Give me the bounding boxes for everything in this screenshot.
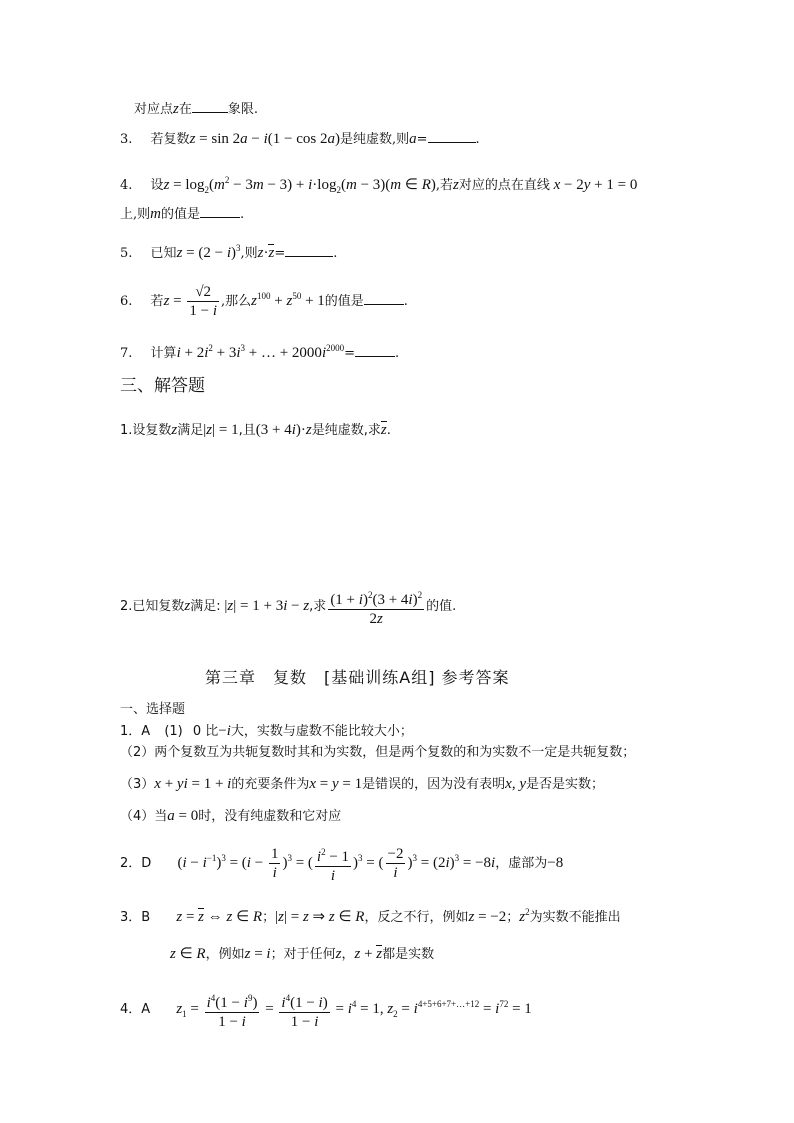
question-number: 3. [120, 132, 133, 147]
q6-text-mid: ,那么 [221, 294, 252, 309]
answer-blank[interactable] [364, 290, 404, 305]
question-number: 7. [120, 346, 133, 361]
q2-text-mid: 在 [178, 102, 192, 117]
q3-text: 若复数 [150, 132, 190, 147]
answer-number: 4．A [120, 1002, 151, 1017]
answer-1-item4: （4）当a = 0时，没有纯虚数和它对应 [120, 808, 342, 824]
p1-formula: |z| = 1 [203, 422, 239, 438]
answer-1: 1．A (1) 0 比−i大，实数与虚数不能比较大小； [120, 723, 413, 739]
a1-text: 0 比 [192, 724, 219, 739]
a3-line2-text-b: ；对于任何 [270, 947, 336, 962]
q6-formula2: $z^{100} + z^{50} + 1$ [251, 291, 325, 309]
q4-text-mid: ,若 [435, 178, 453, 193]
q4-text-line2: 上,则 [120, 207, 151, 222]
q5-text-mid: ,则 [240, 246, 258, 261]
q7-text: 计算 [150, 346, 177, 361]
p1-text-mid: 满足 [177, 423, 204, 438]
a1-item3-text-b: 是错误的，因为没有表明 [362, 777, 506, 792]
problem-number: 1. [120, 423, 133, 438]
p2-text-post: 的值. [426, 599, 457, 614]
solve-problem-1: 1.设复数z满足|z| = 1,且(3 + 4i)·z是纯虚数,求z. [120, 422, 391, 438]
answers-title: 第三章 复数 [基础训练A组] 参考答案 [205, 668, 510, 687]
answer-blank[interactable] [285, 242, 333, 257]
a3-sep: ； [262, 910, 276, 925]
a3-text: ，反之不行，例如 [364, 910, 469, 925]
question-6: 6. 若z = $\frac{√2}{1 - i}$ ,那么$z^{100} + z^{50} + 1$的值是 . [120, 284, 408, 320]
a1-text-b: 大，实数与虚数不能比较大小； [230, 724, 413, 739]
answer-number: 2．D [120, 856, 152, 871]
a1-label: (1) [164, 724, 183, 739]
answer-blank[interactable] [355, 342, 395, 357]
a2-formula: $(i - i^{-1})^3 = (i$ − $\frac{1}{i}$ )$^3$ = ( $\frac{i^2 - 1}{i}$ )$^3$ = ( $\frac{-2}{i}$ )$^3 = (2i)^3 = -8i$ [177, 855, 495, 871]
a3-line2-text-d: 都是实数 [382, 947, 435, 962]
solve-problem-2 [120, 584, 456, 629]
q4-text-line2-post: 的值是 [160, 207, 200, 222]
p2-text: 已知复数 [132, 599, 185, 614]
q5-formula: $z = (2 - i)^3$ [176, 243, 241, 261]
p1-text: 设复数 [132, 423, 172, 438]
question-number: 6. [120, 294, 133, 309]
q2-text: 对应点 [134, 102, 174, 117]
q5-eq: = [274, 246, 286, 261]
question-4-line2: 上,则m的值是 . [120, 203, 244, 225]
q4-text: 设 [150, 178, 164, 193]
a3-text-post: 为实数不能推出 [529, 910, 621, 925]
q5-text: 已知 [150, 246, 177, 261]
answer-4 [120, 982, 532, 1036]
q2-tail [134, 98, 258, 120]
answer-1-item3: （3）x + yi = 1 + i的充要条件为x = y = 1是错误的，因为没有表明x, y是否是实数； [120, 776, 605, 792]
q4-var: z [453, 177, 459, 193]
answer-number: 3．B [120, 910, 151, 925]
p2-fraction: $\frac{(1 + i)^2(3 + 4i)^2}{2z}$ [326, 598, 426, 614]
a3-line2-text-c: ， [341, 947, 355, 962]
a1-item4-text: （4）当 [120, 809, 168, 824]
p1-text-mid3: 是纯虚数,求 [311, 423, 381, 438]
problem-number: 2. [120, 599, 133, 614]
answer-2: 2．D $(i - i^{-1})^3 = (i$ − $\frac{1}{i}$ )$^3$ = ( $\frac{i^2 - 1}{i}$ )$^3$ = ( $\frac{-2}{i}$ )$^3 = (2i)^3 = -8i$，虚部为−8 [120, 838, 563, 885]
q7-eq: = [344, 346, 356, 361]
question-number: 4. [120, 178, 133, 193]
q3-var: a [409, 131, 417, 147]
a1-item4-text-b: 时，没有纯虚数和它对应 [198, 809, 342, 824]
answer-3: 3．B z = z ⇔ z ∈ R；|z| = z ⇒ z ∈ R，反之不行，例如z = −2；$z^2$为实数不能推出 [120, 907, 621, 925]
answer-blank[interactable] [200, 203, 240, 218]
a1-item3-label: （3） [120, 777, 155, 792]
answer-3-line2: z ∈ R，例如z = i；对于任何z，z + z都是实数 [170, 946, 435, 962]
q2-var: z [173, 101, 179, 117]
q2-text-post: 象限. [227, 102, 259, 117]
a3-line2-text: ，例如 [205, 947, 245, 962]
p1-var: z [171, 422, 178, 438]
q6-formula: z = $\frac{√2}{1 - i}$ [163, 284, 218, 320]
q4-var2: m [150, 206, 161, 222]
q7-formula: $i + 2i^2 + 3i^3$ + … + $2000i^{2000}$ [176, 343, 345, 361]
p2-text-mid: 满足: [190, 599, 221, 614]
p1-formula2: (3 + 4i)·z [255, 422, 312, 438]
answer-1-item2: （2）两个复数互为共轭复数时其和为实数，但是两个复数的和为实数不一定是共轭复数； [120, 745, 636, 760]
p1-end: . [386, 423, 391, 438]
section-title-3: 三、解答题 [120, 376, 205, 396]
q3-formula: z = sin 2a − i(1 − cos 2a) [189, 131, 340, 147]
q3-text-post: 是纯虚数,则 [339, 132, 410, 147]
question-7: 7. 计算$i + 2i^2 + 3i^3$ + … + $2000i^{2000}=$ . [120, 343, 400, 361]
question-number: 5. [120, 246, 133, 261]
a1-item3-text: 的充要条件为 [231, 777, 310, 792]
a4-formula: $z_1$ = $\frac{i^4(1 - i^9)}{1 - i}$ = $\frac{i^4(1 - i)}{1 - i}$ = $i^4 = 1$, $z_2 = i^{4+5+6+7+\dots+12} = i^{72} = 1$ [176, 1001, 532, 1017]
p1-text-mid2: ,且 [238, 423, 256, 438]
question-3: 3. 若复数z = sin 2a − i(1 − cos 2a)是纯虚数,则a= . [120, 128, 480, 150]
a2-text: ，虚部为 [495, 856, 548, 871]
question-5: 5. 已知$z = (2 - i)^3$,则z·z= . [120, 243, 338, 261]
answers-section-1: 一、选择题 [120, 702, 186, 717]
q4-formula: $z = \log_2(m^2 - 3m - 3) + i\cdot\log_2(m - 3)(m$ ∈ R) [163, 175, 436, 195]
q6-text: 若 [150, 294, 164, 309]
question-4: 4. 设$z = \log_2(m^2 - 3m - 3) + i\cdot\log_2(m - 3)(m$ ∈ R),若z对应的点在直线 x − 2y + 1 = 0 [120, 175, 638, 195]
p2-formula: |z| = 1 + 3i − z [220, 598, 310, 614]
answer-blank[interactable] [192, 98, 228, 113]
q3-eq: = [416, 132, 428, 147]
p2-var: z [184, 598, 191, 614]
q5-formula2: z·z [257, 245, 275, 261]
answer-blank[interactable] [428, 128, 476, 143]
a3-sep3: ； [506, 910, 520, 925]
answer-number: 1．A [120, 724, 151, 739]
q4-text-mid2: 对应的点在直线 [458, 178, 550, 193]
p2-text-mid2: ,求 [309, 599, 327, 614]
q6-text-post: 的值是 [324, 294, 364, 309]
a1-item3-text-c: 是否是实数； [526, 777, 605, 792]
